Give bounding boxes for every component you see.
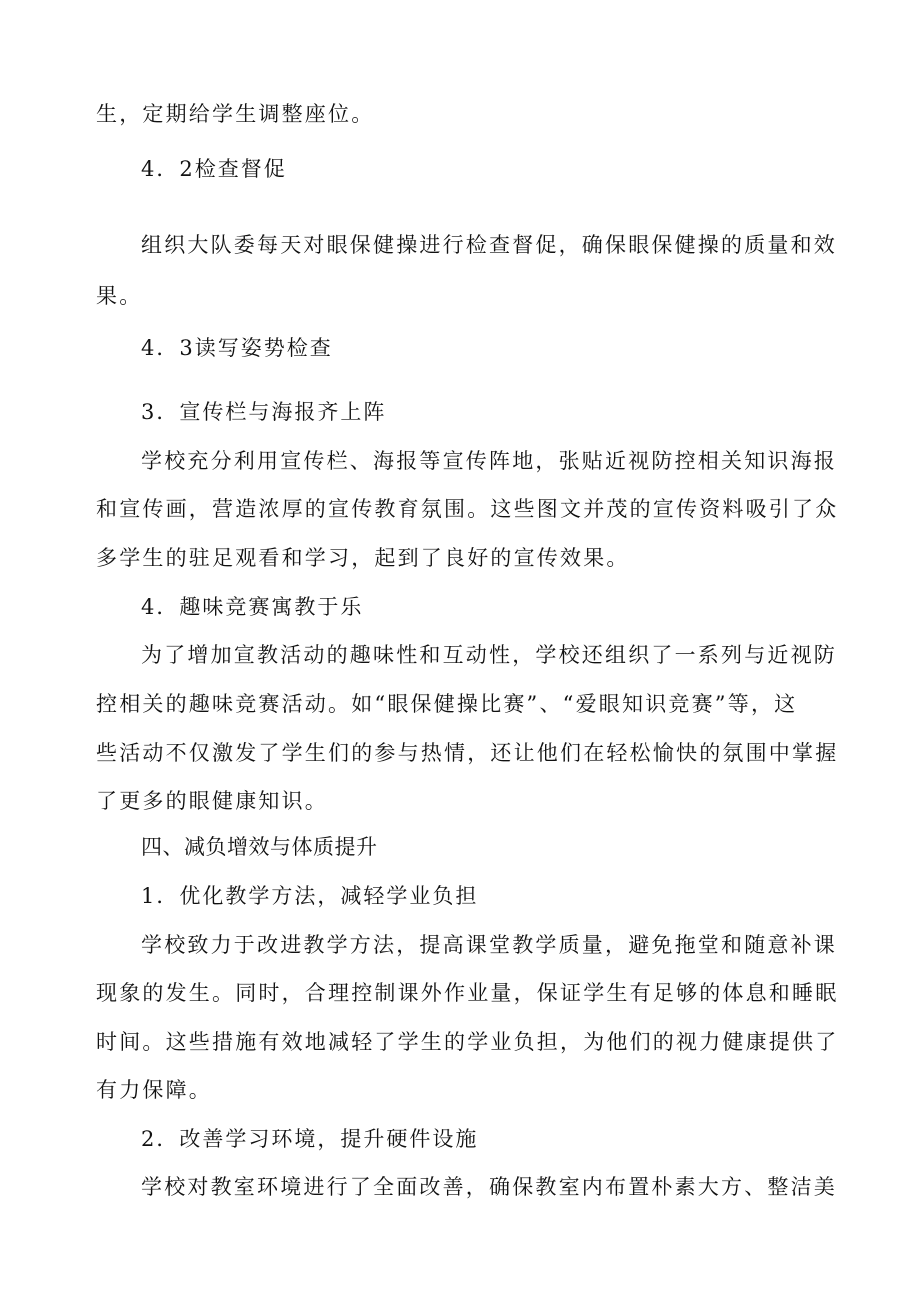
body-text-line: 组织大队委每天对眼保健操进行检查督促，确保眼保健操的质量和效 (141, 233, 837, 257)
subsection-heading: 4．趣味竞赛寓教于乐 (141, 595, 364, 619)
body-text-line: 时间。这些措施有效地减轻了学生的学业负担，为他们的视力健康提供了 (96, 1030, 839, 1054)
body-text-line: 学校充分利用宣传栏、海报等宣传阵地，张贴近视防控相关知识海报 (141, 449, 837, 473)
body-text-line: 果。 (96, 284, 143, 308)
body-text-line: 学校致力于改进教学方法，提高课堂教学质量，避免拖堂和随意补课 (141, 933, 837, 957)
body-text-line: 现象的发生。同时，合理控制课外作业量，保证学生有足够的体息和睡眠 (96, 981, 839, 1005)
body-text-line: 多学生的驻足观看和学习，起到了良好的宣传效果。 (96, 546, 630, 570)
body-text-line: 有力保障。 (96, 1078, 212, 1102)
body-text-line: 生，定期给学生调整座位。 (96, 102, 375, 126)
body-text-line: 控相关的趣味竞赛活动。如“眼保健操比赛”、“爱眼知识竞赛”等，这 (96, 692, 798, 716)
body-text-line: 了更多的眼健康知识。 (96, 789, 328, 813)
body-text-line: 为了增加宣教活动的趣味性和互动性，学校还组织了一系列与近视防 (141, 643, 837, 667)
subsection-heading: 4．3读写姿势检查 (141, 336, 333, 360)
body-text-line: 些活动不仅激发了学生们的参与热情，还让他们在轻松愉快的氛围中掌握 (96, 741, 839, 765)
body-text-line: 和宣传画，营造浓厚的宣传教育氛围。这些图文并茂的宣传资料吸引了众 (96, 497, 839, 521)
subsection-heading: 2．改善学习环境，提升硬件设施 (141, 1127, 479, 1151)
body-text-line: 学校对教室环境进行了全面改善，确保教室内布置朴素大方、整洁美 (141, 1175, 837, 1199)
subsection-heading: 3．宣传栏与海报齐上阵 (141, 400, 387, 424)
subsection-heading: 1．优化教学方法，减轻学业负担 (141, 884, 479, 908)
subsection-heading: 4．2检查督促 (141, 157, 287, 181)
section-heading: 四、减负增效与体质提升 (141, 835, 378, 859)
